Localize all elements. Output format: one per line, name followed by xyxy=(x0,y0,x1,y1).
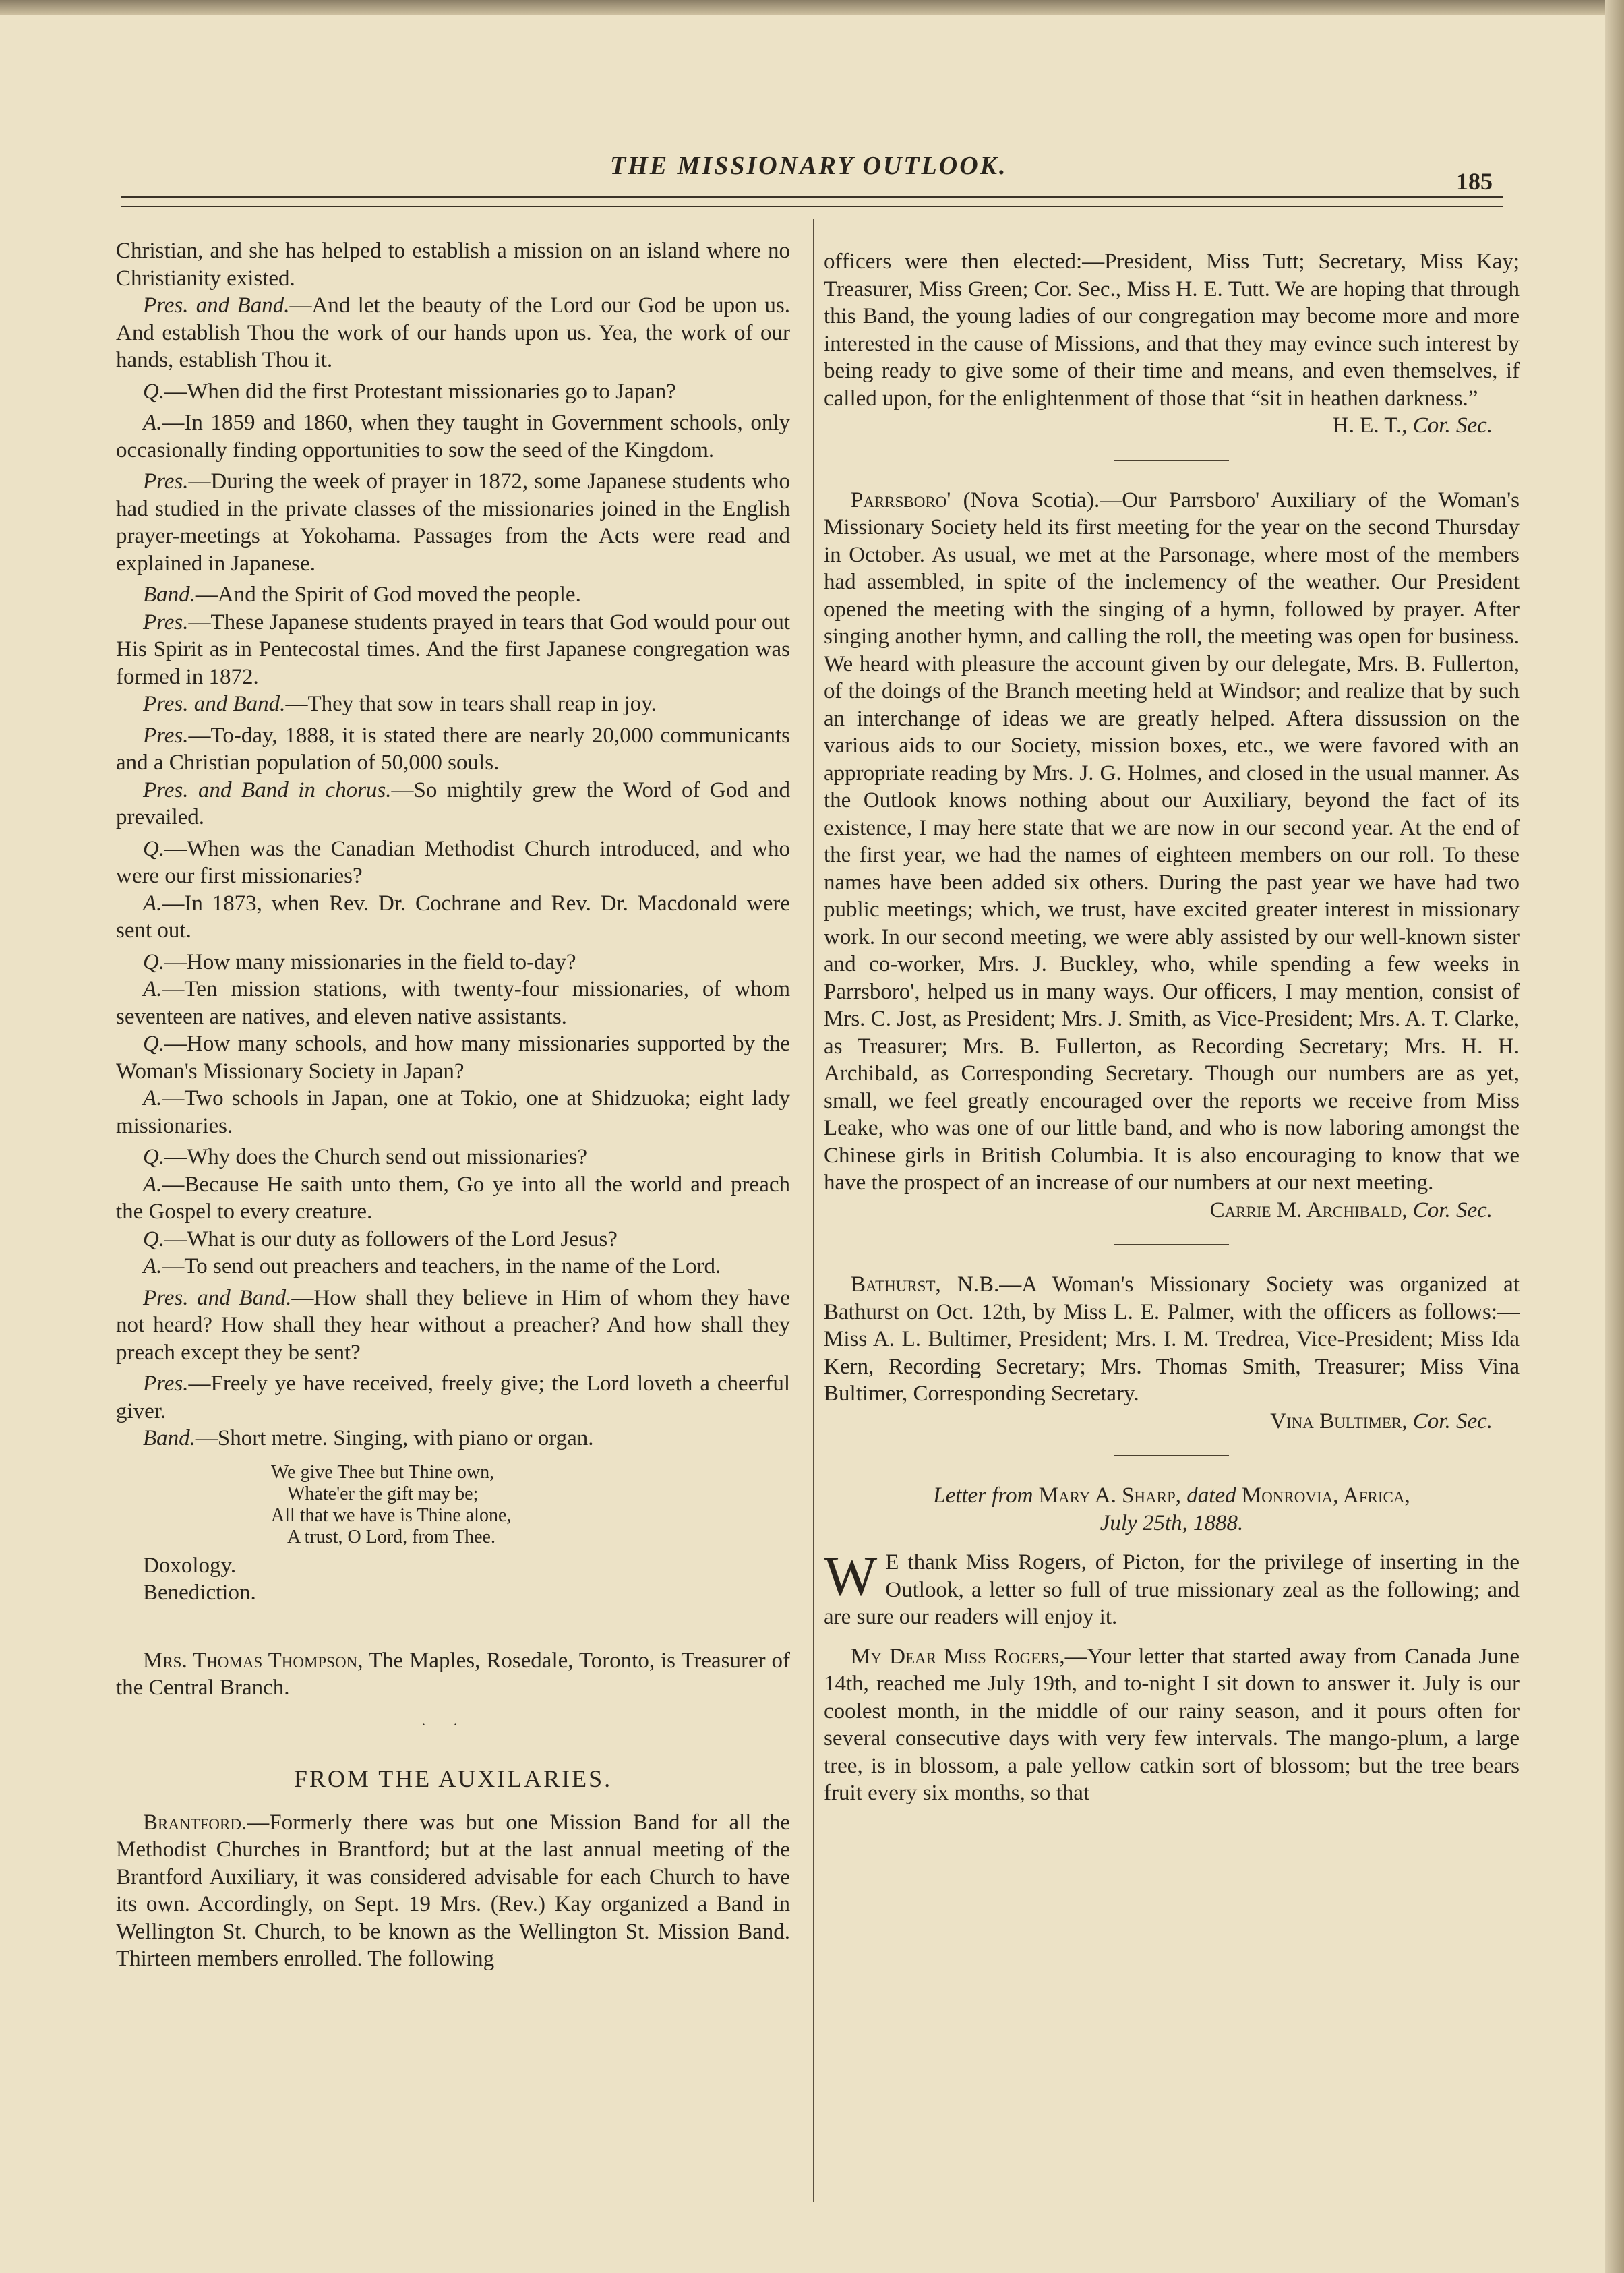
speaker: Pres. and Band in chorus. xyxy=(143,777,392,802)
speaker: Q. xyxy=(143,379,165,404)
dialogue-line xyxy=(116,1030,790,1085)
dialogue-line xyxy=(116,609,790,691)
bathurst-report xyxy=(824,1271,1520,1408)
signature xyxy=(824,1197,1520,1224)
parrsboro-report xyxy=(824,487,1520,1197)
section-separator xyxy=(1114,1455,1229,1456)
page-title: THE MISSIONARY OUTLOOK. xyxy=(610,152,1008,180)
dialogue-text: —And let the beauty of the Lord our God be upon us. And establish Thou the work of our hands upon us. Yea, the work of our hands, establish Thou it. xyxy=(116,293,790,372)
report-text: (Nova Scotia).—Our Parrsboro' Auxiliary of the Woman's Missionary Society held its first meeting for the year on the second Thursday in October. As usual, we met at the Parsonage, where most of the members had assembled, in spite of the inclemency of the weather. Our President opened the meeting with the singing of a hymn, followed by prayer. After singing another hymn, and calling the roll, the meeting was open for business. We heard with pleasure the account given by our delegate, Mrs. B. Fullerton, of the doings of the Branch meeting held at Windsor; and realize that by such an interchange of ideas we are greatly helped. Aftera dissussion on the various aids to our Society, mission boxes, etc., we were favored with an appropriate reading by Mrs. J. G. Holmes, and closed in the usual manner. As the Outlook knows nothing about our Auxiliary, beyond the fact of its existence, I may here state that we are now in our second year. At the end of the first year, we had the names of eighteen members on our roll. To these names have been added six others. During the past year we have had two public meetings; which, we trust, have excited greater interest in missionary work. In our second meeting, we were ably assisted by our well-known sister and co-worker, Mrs. J. Buckley, who, while spending a few weeks in Parrsboro', helped us in many ways. Our officers, I may mention, consist of Mrs. C. Jost, as President; Mrs. J. Smith, as Vice-President; Mrs. A. T. Clarke, as Treasurer; Mrs. B. Fullerton, as Recording Secretary; Mrs. H. H. Archibald, as Corresponding Secretary. Though our numbers are as yet, small, we feel greatly encouraged over the reports we receive from Miss Leake, who was one of our little band, and who is now laboring amongst the Chinese girls in British Columbia. It is also encouraging to know that we have the prospect of an increase of our numbers at our next meeting. xyxy=(824,488,1520,1195)
hymn-verse xyxy=(271,1462,790,1548)
letter-salutation: My Dear Miss Rogers, xyxy=(851,1644,1065,1669)
signature-title: Cor. Sec. xyxy=(1412,1198,1493,1222)
signature xyxy=(824,1408,1520,1436)
brantford-report-continued: officers were then elected:—President, Miss Tutt; Secretary, Miss Kay; Treasurer, Miss Green; Cor. Sec., Miss H. E. Tutt. We are hoping that through this Band, the young ladies of our congregation may become more and more interested in the cause of Missions, and that they may evince such interest by being ready to give some of their time and means, and even themselves, if called upon, for the enlightenment of those that “sit in heathen darkness.” xyxy=(824,249,1520,411)
intro-text: E thank Miss Rogers, of Picton, for the privilege of inserting in the Outlook, a letter so full of true missionary zeal as the following; and are sure our readers will enjoy it. xyxy=(824,1550,1520,1629)
dialogue-line xyxy=(116,1253,790,1280)
verse-line: A trust, O Lord, from Thee. xyxy=(287,1526,495,1547)
page-number: 185 xyxy=(1456,168,1493,195)
section-separator xyxy=(1114,1244,1229,1245)
report-place: Bathurst, N.B. xyxy=(851,1272,1000,1297)
speaker: Band. xyxy=(143,1426,196,1450)
paragraph: Christian, and she has helped to establish a mission on an island where no Christianity existed. xyxy=(116,239,790,291)
dialogue-text: —Because He saith unto them, Go ye into all the world and preach the Gospel to every creature. xyxy=(116,1172,790,1224)
dialogue-text: —They that sow in tears shall reap in joy. xyxy=(285,692,657,716)
letter-author: Mary A. Sharp, xyxy=(1038,1483,1182,1508)
signature-name: H. E. T., xyxy=(1332,413,1408,438)
speaker: Pres. and Band. xyxy=(143,1285,292,1310)
dialogue-line xyxy=(116,1226,790,1253)
dialogue-text: —Ten mission stations, with twenty-four missionaries, of whom seventeen are natives, and eleven native assistants. xyxy=(116,977,790,1029)
speaker: A. xyxy=(143,1086,162,1111)
benediction: Benediction. xyxy=(143,1581,256,1605)
treasurer-notice xyxy=(116,1647,790,1702)
speaker: A. xyxy=(143,977,162,1001)
speaker: Pres. xyxy=(143,723,189,748)
speaker: Q. xyxy=(143,1145,165,1169)
verse-line: Whate'er the gift may be; xyxy=(287,1483,479,1504)
dialogue-text: —And the Spirit of God moved the people. xyxy=(195,583,581,607)
dialogue-line xyxy=(116,1171,790,1226)
letter-body xyxy=(824,1643,1520,1807)
dialogue-text: —Two schools in Japan, one at Tokio, one at Shidzuoka; eight lady missionaries. xyxy=(116,1086,790,1138)
dialogue-text: —Why does the Church send out missionaries? xyxy=(164,1145,587,1169)
dialogue-text: —In 1873, when Rev. Dr. Cochrane and Rev. Dr. Macdonald were sent out. xyxy=(116,891,790,943)
dialogue-text: —How shall they believe in Him of whom they have not heard? How shall they hear without a preacher? And how shall they preach except they be sent? xyxy=(116,1285,790,1365)
report-text: —A Woman's Missionary Society was organized at Bathurst on Oct. 12th, by Miss L. E. Palmer, with the officers as follows:—Miss A. L. Bultimer, President; Mrs. I. M. Tredrea, Vice-President; Miss Ida Kern, Recording Secretary; Mrs. Thomas Smith, Treasurer; Miss Vina Bultimer, Corresponding Secretary. xyxy=(824,1272,1520,1406)
dialogue-text: —During the week of prayer in 1872, some Japanese students who had studied in the private classes of the missionaries joined in the English prayer-meetings at Yokohama. Passages from the Acts were read and explained in Japanese. xyxy=(116,469,790,576)
speaker: Q. xyxy=(143,949,165,974)
report-place: Parrsboro' xyxy=(851,488,951,512)
dialogue-text: —How many schools, and how many missionaries supported by the Woman's Missionary Society in Japan? xyxy=(116,1032,790,1084)
header-rule xyxy=(121,196,1503,198)
speaker: A. xyxy=(143,411,162,435)
dialogue-text: —In 1859 and 1860, when they taught in Government schools, only occasionally finding opportunities to sow the seed of the Kingdom. xyxy=(116,411,790,463)
letter-text: —Your letter that started away from Canada June 14th, reached me July 19th, and to-night I sit down to answer it. July is our coolest month, in the middle of our rainy season, and it pours often for several consecutive days with very few intervals. The mango-plum, a large tree, is in blossom, a pale yellow catkin sort of blossom; but the tree bears fruit every six months, so that xyxy=(824,1644,1520,1805)
dialogue-text: —When was the Canadian Methodist Church introduced, and who were our first missionaries? xyxy=(116,836,790,888)
section-heading: FROM THE AUXILARIES. xyxy=(293,1765,613,1792)
signature-title: Cor. Sec. xyxy=(1412,413,1493,438)
left-column xyxy=(116,237,790,1973)
speaker: Pres. xyxy=(143,610,189,634)
speaker: Q. xyxy=(143,1032,165,1056)
letter-heading-part: dated xyxy=(1186,1483,1236,1508)
page-top-edge xyxy=(0,0,1624,15)
dialogue-line xyxy=(116,1285,790,1367)
header-rule-thin xyxy=(121,206,1503,207)
dialogue-line xyxy=(116,722,790,777)
right-column xyxy=(824,248,1520,1807)
dialogue-line xyxy=(116,292,790,374)
speaker: A. xyxy=(143,1172,162,1197)
separator-dots: ·· xyxy=(421,1715,485,1733)
letter-heading xyxy=(824,1482,1520,1510)
section-separator xyxy=(1114,460,1229,461)
dialogue-line xyxy=(116,1425,790,1452)
signature-name: Vina Bultimer, xyxy=(1270,1409,1408,1434)
signature-name: Carrie M. Archibald, xyxy=(1209,1198,1408,1222)
dialogue-line xyxy=(116,1144,790,1171)
dialogue-line xyxy=(116,1370,790,1425)
drop-cap: W xyxy=(824,1545,878,1607)
dialogue-text: —What is our duty as followers of the Lord Jesus? xyxy=(164,1227,618,1251)
dialogue-line xyxy=(116,777,790,831)
dialogue-text: —To-day, 1888, it is stated there are nearly 20,000 communicants and a Christian population of 50,000 souls. xyxy=(116,723,790,775)
signature xyxy=(824,412,1520,440)
dialogue-text: —Freely ye have received, freely give; the Lord loveth a cheerful giver. xyxy=(116,1371,790,1423)
dialogue-line xyxy=(116,835,790,890)
speaker: Pres. xyxy=(143,469,189,494)
letter-date: July 25th, 1888. xyxy=(1100,1510,1244,1535)
dialogue-line xyxy=(116,949,790,976)
dialogue-text: —To send out preachers and teachers, in the name of the Lord. xyxy=(162,1254,721,1278)
dialogue-line xyxy=(116,468,790,577)
verse-line: All that we have is Thine alone, xyxy=(271,1504,512,1526)
dialogue-line xyxy=(116,409,790,464)
treasurer-name: Mrs. Thomas Thompson xyxy=(143,1648,358,1673)
speaker: A. xyxy=(143,891,162,916)
signature-title: Cor. Sec. xyxy=(1412,1409,1493,1434)
dialogue-line xyxy=(116,378,790,406)
dialogue-text: —When did the first Protestant missionaries go to Japan? xyxy=(164,379,676,404)
letter-intro xyxy=(824,1545,1520,1631)
speaker: Pres. and Band. xyxy=(143,293,290,318)
doxology: Doxology. xyxy=(143,1553,237,1578)
brantford-report xyxy=(116,1809,790,1973)
report-text: —Formerly there was but one Mission Band for all the Methodist Churches in Brantford; but at the last annual meeting of the Brantford Auxiliary, it was considered advisable for each Church to have its own. Accordingly, on Sept. 19 Mrs. (Rev.) Kay organized a Band in Wellington St. Church, to be known as the Wellington St. Mission Band. Thirteen members enrolled. The following xyxy=(116,1810,790,1971)
column-divider xyxy=(813,219,814,2202)
speaker: Band. xyxy=(143,583,196,607)
dialogue-line xyxy=(116,890,790,945)
page-right-edge xyxy=(1605,0,1624,2273)
speaker: Q. xyxy=(143,836,165,861)
speaker: Q. xyxy=(143,1227,165,1251)
speaker: A. xyxy=(143,1254,162,1278)
dialogue-text: —These Japanese students prayed in tears that God would pour out His Spirit as in Pentecostal times. And the first Japanese congregation was formed in 1872. xyxy=(116,610,790,689)
treasurer-text: , The Maples, Rosedale, Toronto, is Treasurer of the Central Branch. xyxy=(116,1648,790,1700)
dialogue-line xyxy=(116,976,790,1030)
dialogue-text: —Short metre. Singing, with piano or organ. xyxy=(195,1426,594,1450)
report-place: Brantford. xyxy=(143,1810,247,1835)
speaker: Pres. and Band. xyxy=(143,692,286,716)
dialogue-text: —So mightily grew the Word of God and prevailed. xyxy=(116,777,790,829)
letter-heading-part: Letter from xyxy=(933,1483,1033,1508)
dialogue-line xyxy=(116,581,790,609)
speaker: Pres. xyxy=(143,1371,189,1396)
letter-place: Monrovia, Africa, xyxy=(1241,1483,1410,1508)
dialogue-text: —How many missionaries in the field to-day? xyxy=(164,949,576,974)
dialogue-line xyxy=(116,690,790,718)
verse-line: We give Thee but Thine own, xyxy=(271,1461,495,1483)
dialogue-line xyxy=(116,1085,790,1140)
